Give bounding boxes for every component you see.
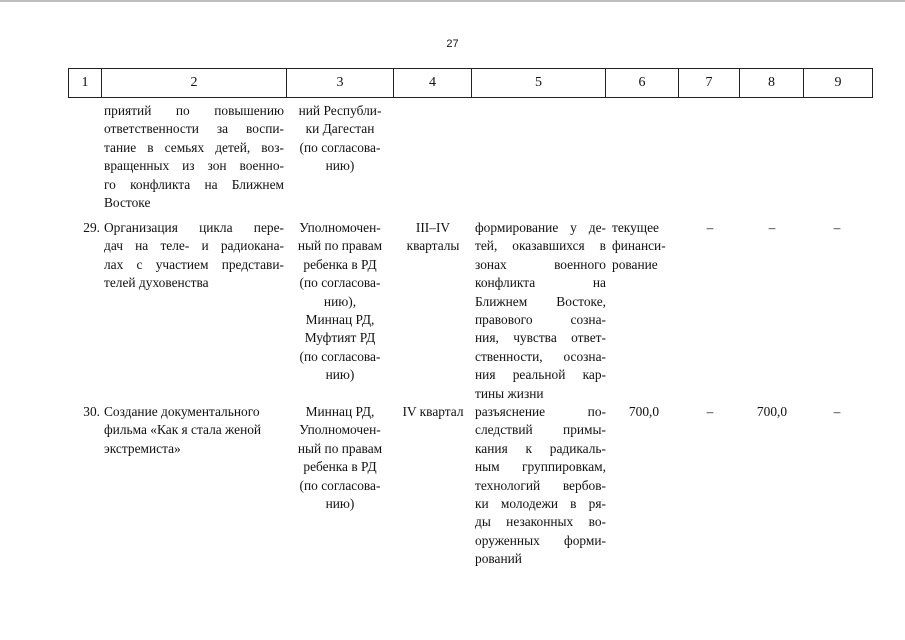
text-line: дач на теле- и радиокана-: [104, 238, 284, 254]
row-30-executors: [289, 403, 391, 513]
text-line: ки молодежи в ря-: [475, 496, 606, 512]
text-line: технологий вербов-: [475, 477, 606, 493]
text-line: финанси-: [612, 238, 666, 254]
text-line: ды незаконных во-: [475, 514, 606, 530]
text-line: (по согласова-: [299, 477, 381, 493]
text-line: Создание документального: [104, 404, 260, 419]
text-line: ребенка в РД: [303, 256, 377, 272]
row-29-result: [475, 219, 606, 403]
text-line: (по согласова-: [299, 348, 381, 364]
row-30-col9: –: [833, 404, 841, 419]
text-line: зонах военного: [475, 256, 606, 272]
row-29-number: 29.: [83, 220, 100, 235]
text-line: лах с участием представи-: [104, 256, 284, 272]
text-line: ственности, осозна-: [475, 348, 606, 364]
text-line: фильма «Как я стала женой: [104, 422, 262, 438]
column-header-7: 7: [679, 69, 740, 98]
column-header-4: 4: [394, 69, 472, 98]
text-line: оруженных форми-: [475, 532, 606, 548]
text-line: тание в семьях детей, воз-: [104, 139, 284, 155]
text-line: нию),: [323, 293, 357, 309]
text-line: рований: [475, 551, 522, 567]
text-line: кания к радикаль-: [475, 440, 606, 456]
text-line: ный по правам: [297, 440, 383, 456]
text-line: телей духовенства: [104, 275, 209, 291]
text-line: Ближнем Востоке,: [475, 293, 606, 309]
text-line: формирование у де-: [475, 220, 606, 235]
text-line: нию): [325, 158, 355, 174]
text-line: Уполномочен-: [299, 220, 381, 235]
text-line: следствий примы-: [475, 422, 606, 438]
text-line: ным группировкам,: [475, 459, 606, 475]
column-number-header: [68, 68, 873, 98]
text-line: Уполномочен-: [299, 422, 381, 438]
row-30-col8: 700,0: [756, 404, 788, 419]
row-30-measure: [104, 403, 290, 458]
row-30-number: 30.: [83, 404, 100, 419]
text-line: (по согласова-: [299, 275, 381, 291]
text-line: нию): [325, 367, 355, 383]
text-line: ния реальной кар-: [475, 367, 606, 383]
row-29-funding: [612, 219, 682, 274]
column-header-5: 5: [472, 69, 606, 98]
row-29-col8: –: [768, 220, 776, 235]
column-header-1: 1: [69, 69, 102, 98]
text-line: Муфтият РД: [304, 330, 376, 346]
column-header-8: 8: [740, 69, 804, 98]
text-line: 700,0: [628, 404, 660, 419]
text-line: IV квартал: [402, 404, 464, 419]
column-header-9: 9: [804, 69, 873, 98]
text-line: текущее: [612, 220, 660, 235]
text-line: правового созна-: [475, 312, 606, 328]
text-line: разъяснение по-: [475, 404, 606, 419]
scan-edge: [0, 0, 905, 2]
row-29-period: [396, 219, 470, 256]
page-number: 27: [446, 38, 459, 50]
column-header-6: 6: [606, 69, 679, 98]
column-header-3: 3: [287, 69, 394, 98]
text-line: приятий по повышению: [104, 103, 284, 118]
row-29-col7: –: [706, 220, 714, 235]
text-line: кварталы: [406, 238, 460, 254]
text-line: Организация цикла пере-: [104, 220, 284, 235]
text-line: ния, чувства ответ-: [475, 330, 606, 346]
text-line: вращенных из зон военно-: [104, 158, 284, 174]
row-30-col7: –: [706, 404, 714, 419]
text-line: Миннац РД,: [305, 312, 375, 328]
text-line: ки Дагестан: [305, 121, 375, 137]
text-line: ребенка в РД: [303, 459, 377, 475]
text-line: экстремиста»: [104, 440, 181, 456]
text-line: Миннац РД,: [305, 404, 375, 419]
text-line: тей, оказавшихся в: [475, 238, 606, 254]
text-line: (по согласова-: [299, 139, 381, 155]
row-30-result: [475, 403, 606, 569]
text-line: тины жизни: [475, 385, 544, 401]
text-line: нию): [325, 496, 355, 512]
text-line: III–IV: [415, 220, 451, 235]
text-line: ний Республи-: [298, 103, 382, 118]
text-line: го конфликта на Ближнем: [104, 176, 284, 192]
row-29-col9: –: [833, 220, 841, 235]
row-29-executors: [289, 219, 391, 385]
text-line: рование: [612, 256, 658, 272]
row-30-period: [394, 403, 472, 421]
text-line: конфликта на: [475, 275, 606, 291]
continuation-executor-text: [289, 102, 391, 176]
text-line: Востоке: [104, 195, 151, 211]
column-header-2: 2: [102, 69, 287, 98]
row-29-measure: [104, 219, 284, 293]
row-30-funding: [612, 403, 676, 421]
continuation-measure-text: [104, 102, 284, 212]
text-line: ный по правам: [297, 238, 383, 254]
text-line: ответственности за воспи-: [104, 121, 284, 137]
